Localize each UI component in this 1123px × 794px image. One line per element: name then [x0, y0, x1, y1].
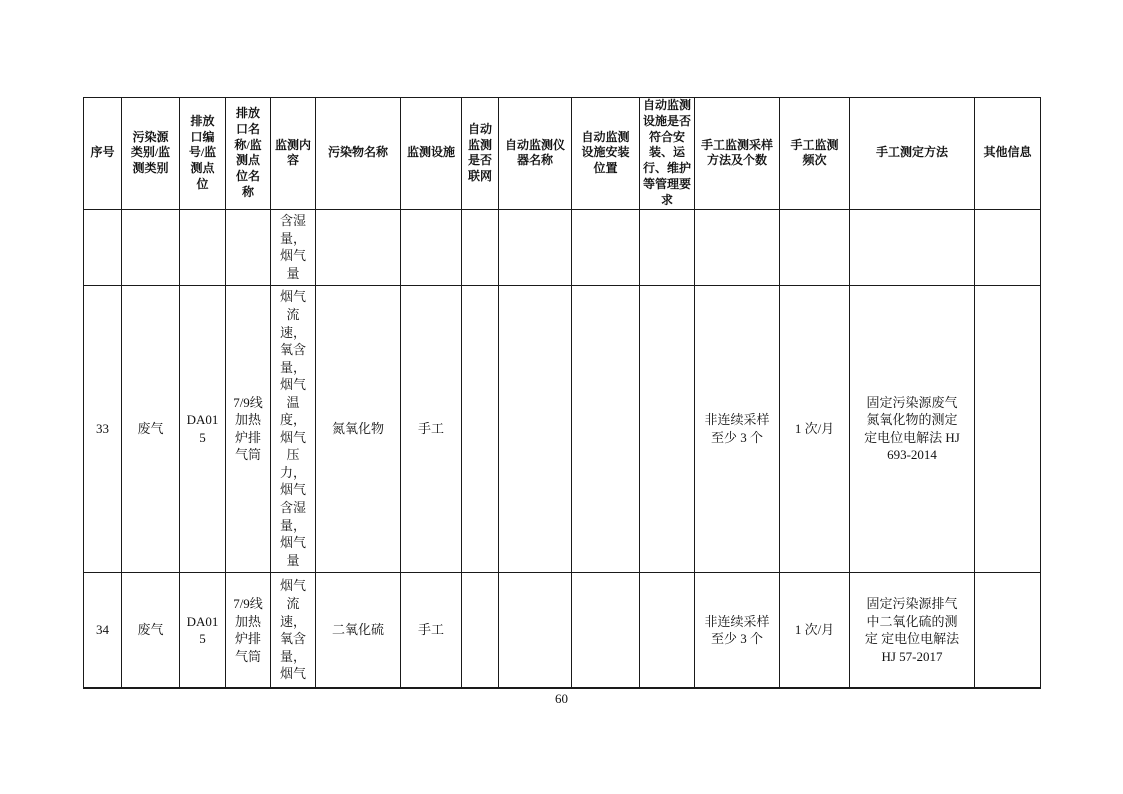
header-monitor-facility: 监测设施: [401, 98, 462, 210]
table-cell: [499, 285, 572, 572]
table-cell: [975, 209, 1041, 285]
table-cell-manual-method: 固定污染源废气 氮氧化物的测定 定电位电解法 HJ 693-2014: [850, 285, 975, 572]
table-cell-pollutant-name: 二氧化硫: [316, 572, 401, 688]
table-cell-other-info: [975, 285, 1041, 572]
table-cell-outlet-name: 7/9线加热炉排气筒: [226, 285, 271, 572]
header-outlet-id: 排放口编号/监测点位: [180, 98, 226, 210]
table-cell-outlet-id: DA015: [180, 572, 226, 688]
table-cell: [499, 572, 572, 688]
header-pollutant-name: 污染物名称: [316, 98, 401, 210]
header-manual-method: 手工测定方法: [850, 98, 975, 210]
table-cell: [780, 209, 850, 285]
table-cell: [316, 209, 401, 285]
table-cell-index: 33: [84, 285, 122, 572]
table-cell-pollutant-name: 氮氧化物: [316, 285, 401, 572]
table-cell: [226, 209, 271, 285]
table-cell-monitor-content: 烟气流速，氧含量，烟气温度，烟气压力，烟气含湿量，烟气量: [271, 285, 316, 572]
table-cell-manual-frequency: 1 次/月: [780, 572, 850, 688]
table-cell-manual-sampling: 非连续采样至少 3 个: [695, 285, 780, 572]
table-cell: [462, 572, 499, 688]
table-cell: [640, 572, 695, 688]
table-row-continuation: [84, 209, 1041, 285]
table-cell: [572, 285, 640, 572]
table-row-34: [84, 572, 1041, 688]
table-cell-manual-sampling: 非连续采样至少 3 个: [695, 572, 780, 688]
table-row-33: [84, 285, 1041, 572]
table-cell-outlet-id: DA015: [180, 285, 226, 572]
table-cell: [640, 285, 695, 572]
table-cell: [572, 572, 640, 688]
table-cell-source-category: 废气: [122, 572, 180, 688]
header-source-category: 污染源类别/监测类别: [122, 98, 180, 210]
header-auto-compliance: 自动监测设施是否符合安装、运行、维护等管理要求: [640, 98, 695, 210]
table-cell: [180, 209, 226, 285]
table-cell: [572, 209, 640, 285]
header-manual-sampling: 手工监测采样方法及个数: [695, 98, 780, 210]
header-row: [84, 98, 1041, 210]
header-other-info: 其他信息: [975, 98, 1041, 210]
header-monitor-content: 监测内容: [271, 98, 316, 210]
table-cell-outlet-name: 7/9线加热炉排气筒: [226, 572, 271, 688]
page-number: 60: [555, 691, 568, 706]
table-cell-monitor-content: 烟气流速，氧含量，烟气: [271, 572, 316, 688]
header-auto-install-location: 自动监测设施安装位置: [572, 98, 640, 210]
header-index: 序号: [84, 98, 122, 210]
table-cell: [84, 209, 122, 285]
table-cell: [499, 209, 572, 285]
header-auto-networked: 自动监测是否联网: [462, 98, 499, 210]
table-cell: [122, 209, 180, 285]
table-cell-monitor-facility: 手工: [401, 285, 462, 572]
header-auto-instrument: 自动监测仪器名称: [499, 98, 572, 210]
header-manual-frequency: 手工监测频次: [780, 98, 850, 210]
table-cell-monitor-facility: 手工: [401, 572, 462, 688]
table-cell: [640, 209, 695, 285]
table-cell-monitor-content: 含湿量，烟气量: [271, 209, 316, 285]
header-outlet-name: 排放口名称/监测点位名称: [226, 98, 271, 210]
table-cell-manual-frequency: 1 次/月: [780, 285, 850, 572]
table-cell: [462, 209, 499, 285]
table-cell: [850, 209, 975, 285]
table-cell: [695, 209, 780, 285]
table-cell-manual-method: 固定污染源排气中二氧化硫的测定 定电位电解法 HJ 57-2017: [850, 572, 975, 688]
table-cell-source-category: 废气: [122, 285, 180, 572]
table-cell-other-info: [975, 572, 1041, 688]
table-cell-index: 34: [84, 572, 122, 688]
table-cell: [401, 209, 462, 285]
monitoring-table: [83, 97, 1041, 689]
table-cell: [462, 285, 499, 572]
